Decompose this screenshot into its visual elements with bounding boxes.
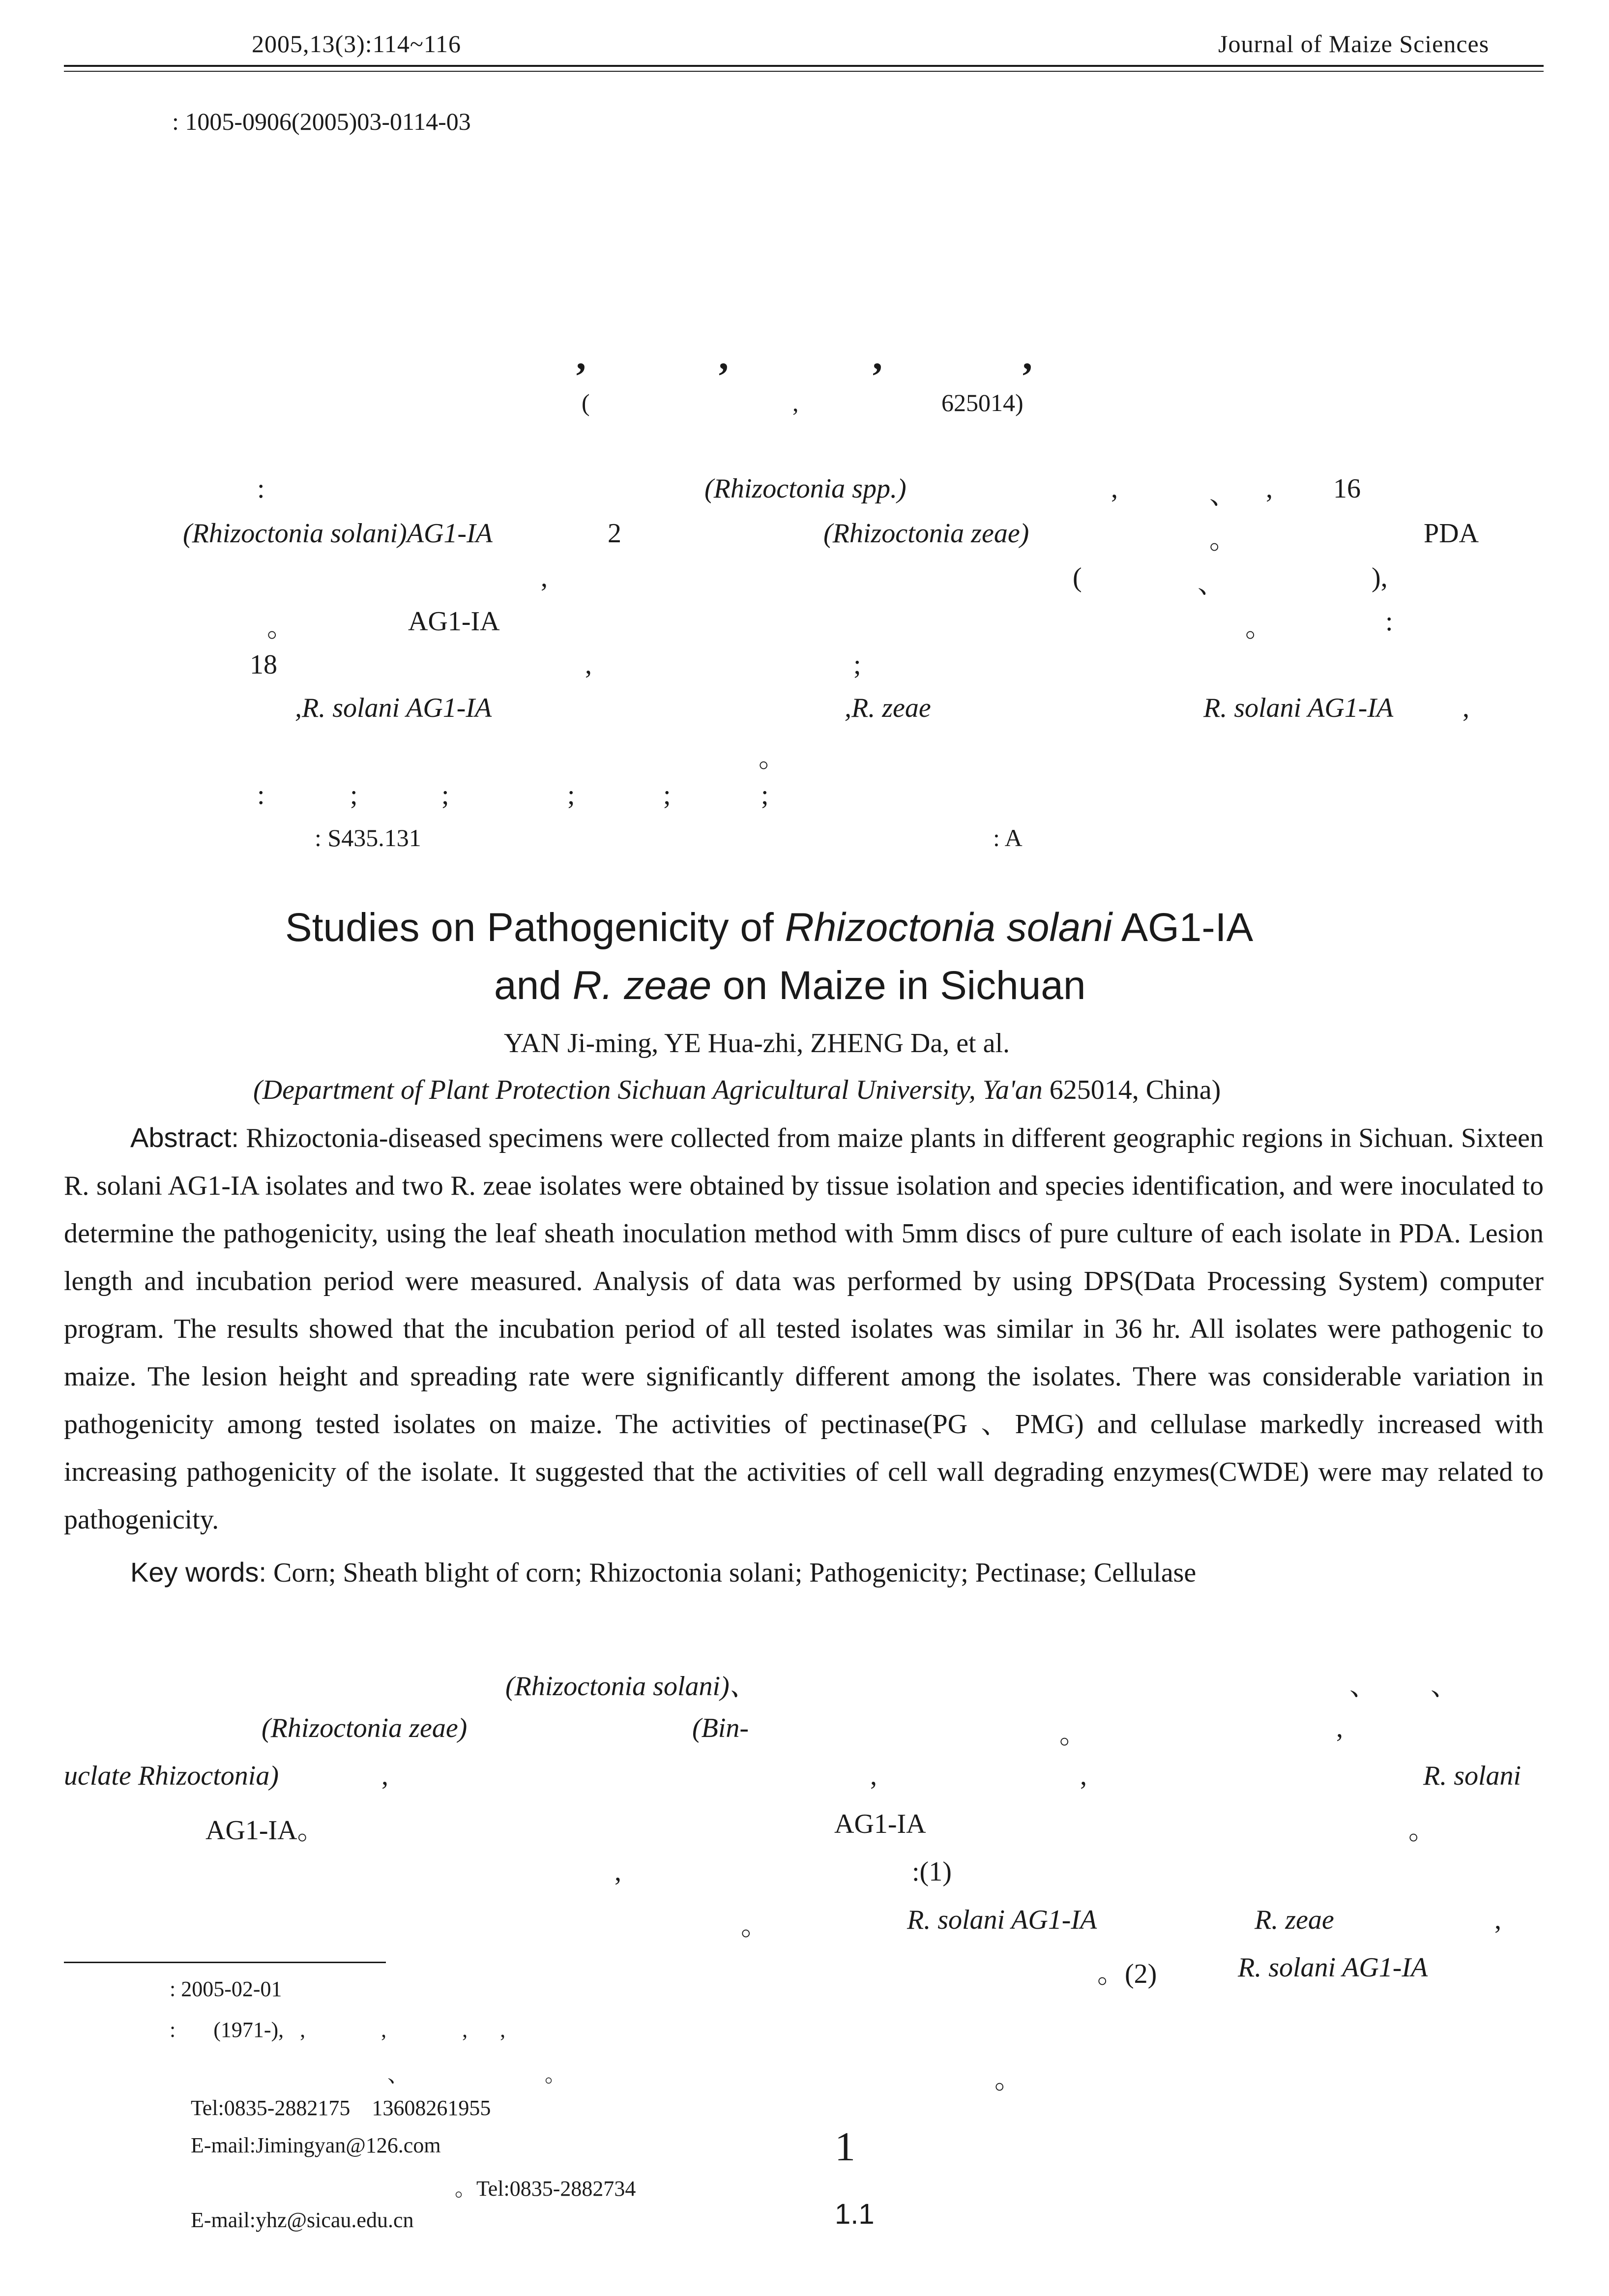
cn-abstract-l6-t1: ,R. solani AG1-IA (295, 693, 492, 723)
cn-affiliation-open: ( (582, 389, 590, 416)
cn-abstract-l4-circ1: 。 (267, 613, 294, 643)
cn-abstract-l4-ag: AG1-IA (408, 606, 500, 637)
cn-abstract-l6-t3: R. solani AG1-IA (1203, 693, 1394, 723)
cn-abstract-l7-circ: 。 (759, 743, 786, 773)
intro-frag-9: , (381, 1761, 388, 1791)
intro-frag-20: R. zeae (1255, 1905, 1334, 1935)
intro-frag-16: , (614, 1856, 621, 1887)
en-affiliation: (Department of Plant Protection Sichuan Agricultural University, Ya'an 625014, China) (253, 1075, 1221, 1105)
cn-abstract-l4-colon: : (1385, 606, 1393, 637)
cn-abstract-l1-num: 16 (1333, 473, 1361, 504)
cn-abstract-l2-circ: 。 (1209, 525, 1237, 555)
intro-frag-19: R. solani AG1-IA (907, 1905, 1097, 1935)
en-title-line-2: and R. zeae on Maize in Sichuan (494, 963, 1086, 1008)
header-journal: Journal of Maize Sciences (1218, 30, 1490, 58)
intro-frag-17: :(1) (912, 1856, 952, 1887)
en-abstract-text: Rhizoctonia-diseased specimens were collected from maize plants in different geographic regions in Sichuan. Sixteen R. solani AG1-IA isolates and two R. zeae isolates were obtained by tissue isolation and species identification, and were inoculated to determine the pathogenicity, using the leaf sheath inoculation method with 5mm discs of pure culture of each isolate in PDA. Lesion length and incubation period were measured. Analysis of data was performed by using DPS(Data Processing System) computer program. The results showed that the incubation period of all tested isolates was similar in 36 hr. All isolates were pathogenic to maize. The lesion height and spreading rate were significantly different among the isolates. There was considerable variation in pathogenicity among tested isolates on maize. The activities of pectinase(PG 、PMG) and cellulase markedly increased with increasing pathogenicity of the isolate. It suggested that the activities of cell wall degrading enzymes(CWDE) were may related to pathogenicity. (64, 1123, 1544, 1535)
cn-keywords-sep-2: ; (441, 780, 449, 810)
cn-affiliation-postcode: 625014) (941, 389, 1024, 416)
intro-frag-10: , (870, 1761, 877, 1791)
intro-frag-14: AG1-IA (834, 1809, 926, 1839)
document-code: : A (993, 824, 1023, 852)
footnote-tel-1: Tel:0835-2882175 13608261955 (191, 2096, 491, 2120)
intro-frag-24: 。 (995, 2064, 1022, 2095)
cn-abstract-l1-p2: 、 (1209, 480, 1237, 510)
footnote-bio: : (1971-), , , , , (170, 2018, 506, 2042)
footnote-email-2: E-mail:yhz@sicau.edu.cn (191, 2208, 414, 2232)
cn-abstract-pda: PDA (1424, 518, 1479, 549)
cn-author-sep-2: , (719, 335, 729, 378)
intro-frag-4: (Rhizoctonia zeae) (262, 1713, 468, 1743)
cn-keywords-sep-5: ; (761, 780, 769, 810)
intro-frag-11: , (1080, 1761, 1087, 1791)
footnote-bio-circ: 。 (545, 2062, 566, 2087)
intro-frag-8: uclate Rhizoctonia) (64, 1761, 279, 1791)
cn-abstract-l3-dun: 、 (1198, 569, 1225, 599)
clc-number: : S435.131 (315, 824, 421, 852)
en-keywords: Key words: Corn; Sheath blight of corn; Rhizoctonia solani; Pathogenicity; Pectinase; Cellulase (130, 1557, 1197, 1588)
cn-author-sep-1: , (576, 335, 586, 378)
footnote-rule (64, 1962, 386, 1963)
cn-abstract-l3-close: ), (1372, 562, 1388, 593)
en-abstract (64, 1114, 1544, 1544)
cn-keywords-sep-1: ; (350, 780, 358, 810)
intro-frag-21: , (1494, 1905, 1501, 1935)
intro-frag-18: 。 (741, 1911, 768, 1942)
article-number: : 1005-0906(2005)03-0114-03 (172, 108, 471, 135)
intro-frag-23: R. solani AG1-IA (1238, 1952, 1428, 1983)
cn-abstract-l6-t2: ,R. zeae (845, 693, 931, 723)
intro-frag-6: 。 (1059, 1719, 1087, 1750)
intro-frag-12: R. solani (1423, 1761, 1521, 1791)
cn-keywords-sep-4: ; (663, 780, 671, 810)
header-citation: 2005,13(3):114~116 (252, 30, 462, 58)
cn-abstract-l1-p1: , (1111, 473, 1118, 504)
intro-frag-22: 。(2) (1097, 1959, 1157, 1989)
cn-author-sep-3: , (873, 335, 882, 378)
intro-frag-3: 、 (1431, 1671, 1458, 1702)
cn-abstract-l5-comma: , (585, 649, 592, 680)
section-number: 1 (835, 2124, 855, 2170)
intro-frag-13: AG1-IA。 (205, 1815, 325, 1846)
cn-author-sep-4: , (1023, 335, 1032, 378)
cn-abstract-l5-num: 18 (250, 649, 277, 680)
footnote-email-1: E-mail:Jimingyan@126.com (191, 2133, 441, 2157)
cn-abstract-taxon-spp: (Rhizoctonia spp.) (704, 473, 907, 504)
intro-frag-7: , (1336, 1713, 1343, 1743)
cn-abstract-l2-num: 2 (608, 518, 621, 549)
cn-abstract-colon: : (257, 473, 265, 504)
cn-keywords-sep-3: ; (567, 780, 575, 810)
en-title-line-1: Studies on Pathogenicity of Rhizoctonia solani AG1-IA (285, 905, 1254, 950)
footnote-tel-2: 。Tel:0835-2882734 (455, 2177, 636, 2201)
intro-frag-1: (Rhizoctonia solani)、 (505, 1671, 757, 1702)
en-authors: YAN Ji-ming, YE Hua-zhi, ZHENG Da, et al. (504, 1028, 1010, 1059)
cn-abstract-taxon-zeae: (Rhizoctonia zeae) (823, 518, 1029, 549)
intro-frag-2: 、 (1349, 1671, 1377, 1702)
en-abstract-lead: Abstract: (130, 1122, 239, 1153)
subsection-number: 1.1 (835, 2198, 875, 2230)
footnote-received: : 2005-02-01 (170, 1977, 282, 2001)
intro-frag-15: 。 (1408, 1815, 1436, 1846)
cn-abstract-l4-circ2: 。 (1245, 613, 1273, 643)
header-rule-top (64, 65, 1544, 67)
footnote-bio-dun: 、 (387, 2062, 409, 2087)
cn-abstract-l1-p3: , (1266, 473, 1273, 504)
cn-abstract-taxon-solani: (Rhizoctonia solani)AG1-IA (183, 518, 493, 549)
intro-frag-5: (Bin- (692, 1713, 749, 1743)
cn-abstract-l5-semicolon: ; (853, 649, 861, 680)
header-rule-bottom (64, 71, 1544, 72)
cn-affiliation-comma: , (792, 389, 799, 416)
cn-abstract-l3-open: ( (1073, 562, 1082, 593)
cn-abstract-l3-comma: , (541, 562, 548, 593)
cn-abstract-l6-comma: , (1463, 693, 1469, 723)
cn-keywords-colon: : (257, 780, 265, 810)
